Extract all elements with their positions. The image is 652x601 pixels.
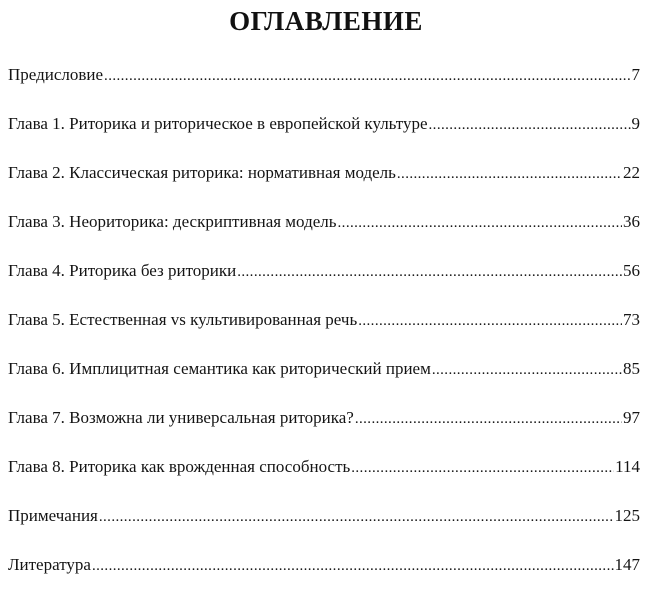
toc-entry-page: 97 xyxy=(623,408,640,427)
toc-entry-label: Литература xyxy=(8,555,91,574)
dot-leader xyxy=(432,357,622,383)
toc-entry-label: Глава 4. Риторика без риторики xyxy=(8,261,237,280)
toc-entry-label: Глава 6. Имплицитная семантика как риторический прием xyxy=(8,359,431,378)
toc-entry-chapter-6[interactable] xyxy=(8,356,640,405)
page-title: ОГЛАВЛЕНИЕ xyxy=(229,6,423,36)
toc-entry-literature[interactable] xyxy=(8,552,640,601)
toc-entry-chapter-5[interactable] xyxy=(8,307,640,356)
toc-entry-chapter-1[interactable] xyxy=(8,111,640,160)
toc-entry-label: Глава 2. Классическая риторика: нормативная модель xyxy=(8,163,396,182)
toc-entry-chapter-4[interactable] xyxy=(8,258,640,307)
dot-leader xyxy=(92,553,614,579)
dot-leader xyxy=(99,504,614,530)
dot-leader xyxy=(355,406,622,432)
toc-entry-page: 7 xyxy=(631,65,640,84)
toc-entry-label: Глава 7. Возможна ли универсальная риторика? xyxy=(8,408,354,427)
toc-entry-page: 147 xyxy=(614,555,640,574)
toc-entry-preface[interactable] xyxy=(8,62,640,111)
toc-entry-page: 9 xyxy=(631,114,640,133)
toc-entry-notes[interactable] xyxy=(8,503,640,552)
toc-entry-chapter-3[interactable] xyxy=(8,209,640,258)
table-of-contents xyxy=(8,62,640,601)
toc-entry-page: 73 xyxy=(623,310,640,329)
toc-entry-label: Глава 8. Риторика как врожденная способность xyxy=(8,457,351,476)
toc-entry-chapter-7[interactable] xyxy=(8,405,640,454)
dot-leader xyxy=(351,455,614,481)
toc-entry-page: 125 xyxy=(614,506,640,525)
dot-leader xyxy=(397,161,622,187)
dot-leader xyxy=(358,308,622,334)
toc-entry-page: 36 xyxy=(623,212,640,231)
toc-entry-label: Глава 5. Естественная vs культивированная речь xyxy=(8,310,358,329)
toc-entry-label: Примечания xyxy=(8,506,98,525)
toc-entry-page: 22 xyxy=(623,163,640,182)
dot-leader xyxy=(104,63,630,89)
toc-entry-page: 85 xyxy=(623,359,640,378)
toc-entry-page: 56 xyxy=(623,261,640,280)
toc-entry-chapter-8[interactable] xyxy=(8,454,640,503)
dot-leader xyxy=(237,259,622,285)
dot-leader xyxy=(429,112,631,138)
dot-leader xyxy=(338,210,622,236)
toc-entry-label: Глава 3. Неориторика: дескриптивная модель xyxy=(8,212,337,231)
toc-entry-page: 114 xyxy=(615,457,640,476)
toc-entry-label: Предисловие xyxy=(8,65,104,84)
toc-entry-chapter-2[interactable] xyxy=(8,160,640,209)
toc-entry-label: Глава 1. Риторика и риторическое в европейской культуре xyxy=(8,114,428,133)
